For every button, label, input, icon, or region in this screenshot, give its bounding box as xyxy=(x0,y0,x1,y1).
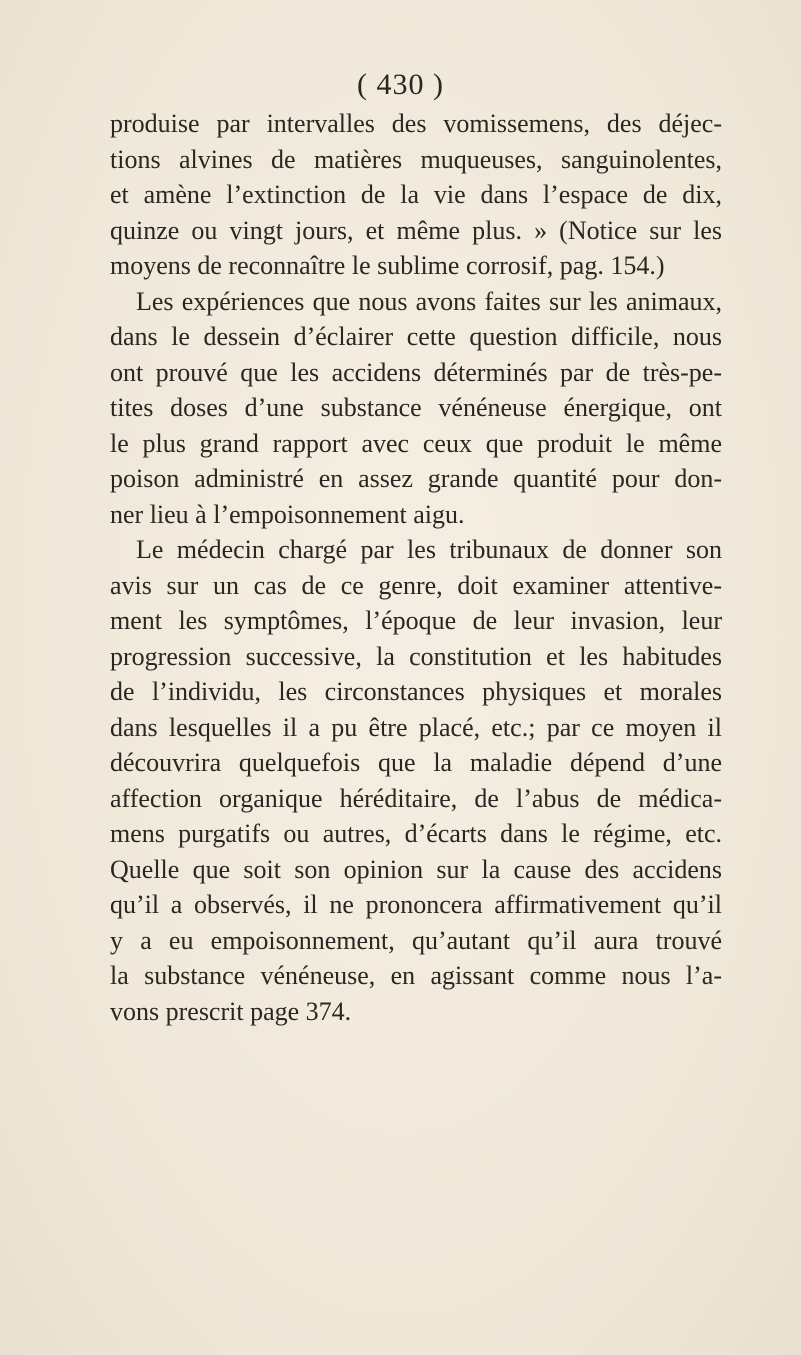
text-line: la substance vénéneuse, en agissant comme nous l’a- xyxy=(110,961,722,990)
text-line: le plus grand rapport avec ceux que produit le même xyxy=(110,428,722,458)
text-line: affection organique héréditaire, de l’abus de médica- xyxy=(110,783,722,813)
text-line: de l’individu, les circonstances physiques et morales xyxy=(110,677,722,706)
text-line: produise par intervalles des vomissemens, des déjec- xyxy=(110,109,722,138)
text-line: moyens de reconnaître le sublime corrosif, pag. 154.) xyxy=(110,251,665,280)
text-line: ont prouvé que les accidens déterminés par de très-pe- xyxy=(110,357,722,387)
page-number: ( 430 ) xyxy=(357,68,444,101)
text-line: vons prescrit page 374. xyxy=(110,996,352,1026)
text-line: Les expériences que nous avons faites sur les animaux, xyxy=(136,286,722,316)
text-line: quinze ou vingt jours, et même plus. » (Notice sur les xyxy=(110,215,722,245)
text-line: tions alvines de matières muqueuses, sanguinolentes, xyxy=(110,144,722,174)
text-line: tites doses d’une substance vénéneuse énergique, ont xyxy=(110,393,722,422)
text-line: Le médecin chargé par les tribunaux de donner son xyxy=(136,535,722,564)
text-line: Quelle que soit son opinion sur la cause des accidens xyxy=(110,854,722,884)
text-line: mens purgatifs ou autres, d’écarts dans le régime, etc. xyxy=(110,819,722,848)
text-line: dans le dessein d’éclairer cette question difficile, nous xyxy=(110,322,722,351)
text-line: y a eu empoisonnement, qu’autant qu’il aura trouvé xyxy=(110,925,722,955)
body-text xyxy=(110,106,722,1029)
text-line: progression successive, la constitution et les habitudes xyxy=(110,641,722,671)
text-line: avis sur un cas de ce genre, doit examiner attentive- xyxy=(110,570,722,600)
text-line: ment les symptômes, l’époque de leur invasion, leur xyxy=(110,606,722,635)
text-line: dans lesquelles il a pu être placé, etc.; par ce moyen il xyxy=(110,712,722,742)
text-line: qu’il a observés, il ne prononcera affirmativement qu’il xyxy=(110,890,722,919)
text-line: poison administré en assez grande quantité pour don- xyxy=(110,464,722,493)
text-line: découvrira quelquefois que la maladie dépend d’une xyxy=(110,748,722,777)
text-line: ner lieu à l’empoisonnement aigu. xyxy=(110,499,465,529)
text-line: et amène l’extinction de la vie dans l’espace de dix, xyxy=(110,180,722,209)
